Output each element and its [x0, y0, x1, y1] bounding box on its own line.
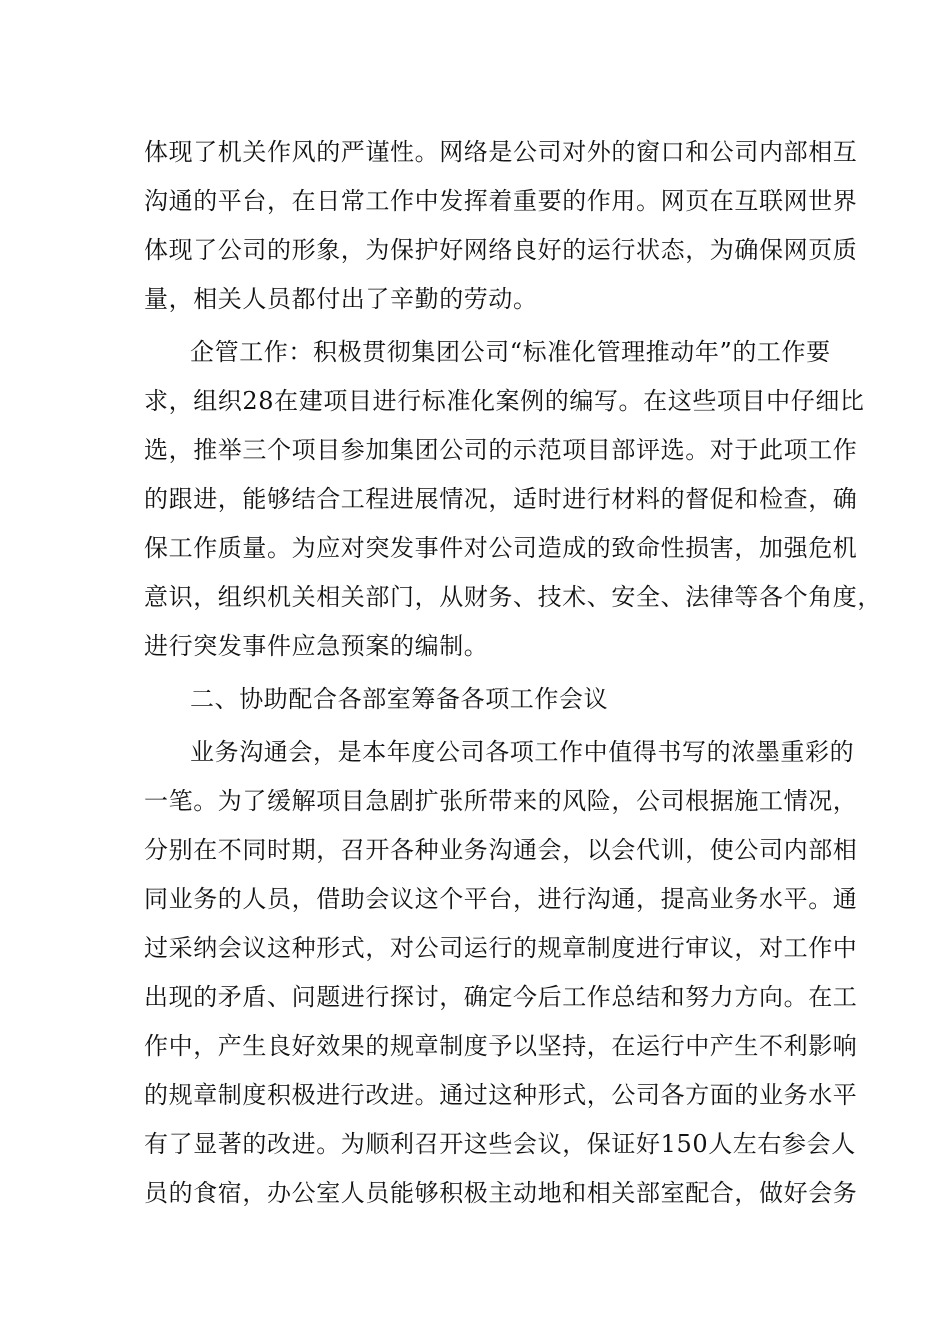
text-line: 进行突发事件应急预案的编制。: [144, 632, 489, 660]
text-line: 过采纳会议这种形式，对公司运行的规章制度进行审议，对工作中: [144, 934, 858, 962]
text-line: 有了显著的改进。为顺利召开这些会议，保证好150人左右参会人: [144, 1130, 856, 1158]
text-line: 意识，组织机关相关部门，从财务、技术、安全、法律等各个角度，: [144, 583, 882, 611]
text-line: 体现了公司的形象，为保护好网络良好的运行状态，为确保网页质: [144, 236, 858, 264]
text-line: 分别在不同时期，召开各种业务沟通会，以会代训，使公司内部相: [144, 836, 858, 864]
text-line: 沟通的平台，在日常工作中发挥着重要的作用。网页在互联网世界: [144, 187, 858, 215]
text-line: 求，组织28在建项目进行标准化案例的编写。在这些项目中仔细比: [144, 387, 865, 415]
text-line: 保工作质量。为应对突发事件对公司造成的致命性损害，加强危机: [144, 534, 858, 562]
section-heading: 二、协助配合各部室筹备各项工作会议: [190, 685, 609, 713]
text-line: 同业务的人员，借助会议这个平台，进行沟通，提高业务水平。通: [144, 885, 858, 913]
text-line: 选，推举三个项目参加集团公司的示范项目部评选。对于此项工作: [144, 436, 858, 464]
text-line: 出现的矛盾、问题进行探讨，确定今后工作总结和努力方向。在工: [144, 983, 858, 1011]
text-line: 的规章制度积极进行改进。通过这种形式，公司各方面的业务水平: [144, 1081, 858, 1109]
text-line: 员的食宿，办公室人员能够积极主动地和相关部室配合，做好会务: [144, 1179, 858, 1207]
text-line: 体现了机关作风的严谨性。网络是公司对外的窗口和公司内部相互: [144, 138, 858, 166]
text-line: 一笔。为了缓解项目急剧扩张所带来的风险，公司根据施工情况，: [144, 787, 858, 815]
text-line: 的跟进，能够结合工程进展情况，适时进行材料的督促和检查，确: [144, 485, 858, 513]
paragraph-start-line: 企管工作：积极贯彻集团公司“标准化管理推动年”的工作要: [190, 338, 831, 366]
text-line: 作中，产生良好效果的规章制度予以坚持，在运行中产生不利影响: [144, 1032, 858, 1060]
text-line: 量，相关人员都付出了辛勤的劳动。: [144, 285, 538, 313]
paragraph-start-line: 业务沟通会，是本年度公司各项工作中值得书写的浓墨重彩的: [190, 738, 855, 766]
